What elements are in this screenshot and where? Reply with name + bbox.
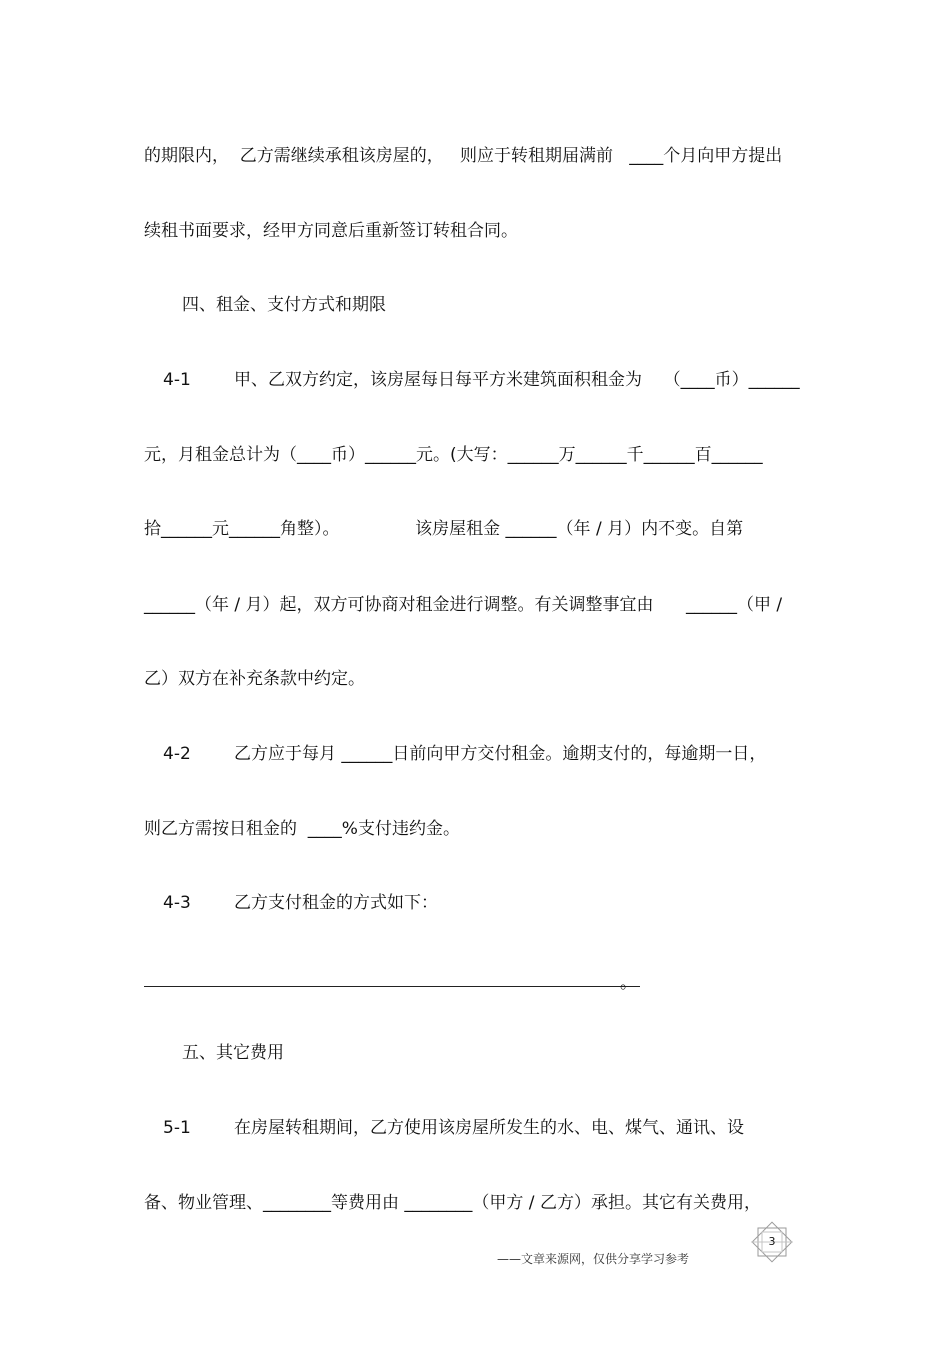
clause-line: 4-1 甲、乙双方约定，该房屋每日每平方米建筑面积租金为 （____币）______ bbox=[163, 370, 800, 390]
section-heading: 五、其它费用 bbox=[182, 1043, 284, 1063]
end-period: 。 bbox=[620, 973, 637, 993]
clause-line: 4-3 乙方支付租金的方式如下： bbox=[163, 893, 438, 913]
section-heading: 四、租金、支付方式和期限 bbox=[182, 295, 386, 315]
clause-line: 4-2 乙方应于每月 ______日前向甲方交付租金。逾期支付的，每逾期一日， bbox=[163, 744, 767, 764]
footer-source-note: ——文章来源网，仅供分享学习参考 bbox=[497, 1252, 690, 1266]
blank-fill-line bbox=[144, 986, 640, 987]
paragraph-line: 续租书面要求，经甲方同意后重新签订转租合同。 bbox=[144, 221, 518, 241]
paragraph-line: 元，月租金总计为（____币）______元。(大写：______万______千______百______ bbox=[144, 445, 763, 465]
paragraph-line: ______（年 / 月）起，双方可协商对租金进行调整。有关调整事宜由 ______（甲 / bbox=[144, 595, 783, 615]
page-number-badge bbox=[749, 1221, 795, 1263]
paragraph-line: 则乙方需按日租金的 ____%支付违约金。 bbox=[144, 819, 460, 839]
paragraph-line: 备、物业管理、________等费用由 ________（甲方 / 乙方）承担。其它有关费用， bbox=[144, 1193, 761, 1213]
clause-line: 5-1 在房屋转租期间，乙方使用该房屋所发生的水、电、煤气、通讯、设 bbox=[163, 1118, 744, 1138]
paragraph-line: 乙）双方在补充条款中约定。 bbox=[144, 669, 365, 689]
paragraph-line: 拾______元______角整）。 该房屋租金 ______（年 / 月）内不变。自第 bbox=[144, 519, 744, 539]
page-number: 3 bbox=[768, 1235, 776, 1248]
paragraph-line: 的期限内， 乙方需继续承租该房屋的， 则应于转租期届满前 ____个月向甲方提出 bbox=[144, 146, 783, 166]
